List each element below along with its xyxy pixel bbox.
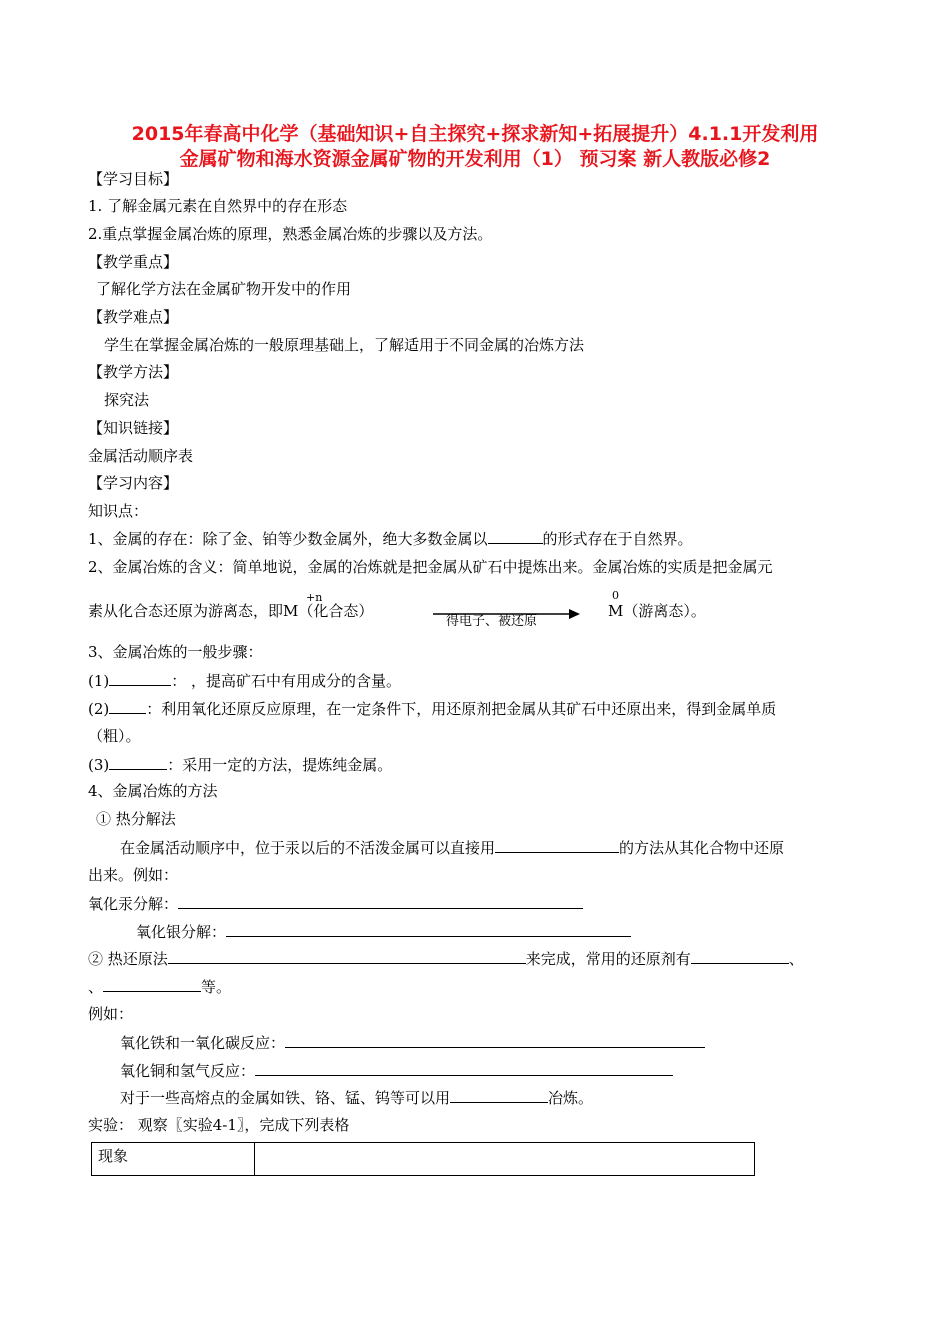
metal-compound-state: M（化合态） — [283, 602, 374, 620]
knowledge-label: 知识点： — [88, 502, 149, 520]
example-label: 例如： — [88, 1005, 134, 1023]
objective-item-1: 1. 了解金属元素在自然界中的存在形态 — [88, 197, 348, 215]
difficulties-text: 学生在掌握金属冶炼的一般原理基础上，了解适用于不同金属的冶炼方法 — [104, 336, 585, 354]
metal-free-state: M（游离态）。 — [608, 602, 706, 620]
objectives-heading: 【学习目标】 — [88, 170, 179, 188]
separator: 、 — [88, 978, 104, 996]
hgo-label: 氧化汞分解： — [88, 895, 179, 913]
link-text: 金属活动顺序表 — [88, 447, 194, 465]
table-cell-answer[interactable] — [255, 1143, 755, 1176]
table-cell-label: 现象 — [92, 1143, 255, 1176]
step-1-text: ： ，提高矿石中有用成分的含量。 — [171, 672, 402, 690]
point-2-line2 — [88, 601, 373, 621]
oxidation-state-zero: 0 — [612, 589, 619, 602]
table-row — [92, 1143, 755, 1176]
step-2-number: (2) — [88, 700, 110, 718]
step-2-text: ：利用氧化还原反应原理，在一定条件下，用还原剂把金属从其矿石中还原出来，得到金属单质 — [146, 700, 777, 718]
method-2-continued — [88, 976, 231, 997]
method-1-text-b: 的方法从其化合物中还原 — [619, 839, 785, 857]
oxidation-state-plus-n: +n — [306, 591, 323, 604]
experiment-instruction: 实验： 观察〖实验4-1〗，完成下列表格 — [88, 1116, 350, 1134]
blank-field[interactable] — [691, 948, 789, 964]
method-1-text-c: 出来。例如： — [88, 866, 179, 884]
blank-field[interactable] — [109, 754, 167, 770]
ag2o-decomposition — [136, 921, 631, 942]
blank-field[interactable] — [103, 976, 201, 992]
point-4: 4、金属冶炼的方法 — [88, 782, 218, 800]
step-2 — [88, 698, 776, 719]
point-1 — [88, 528, 693, 549]
blank-field[interactable] — [488, 528, 543, 544]
high-mp-text-a: 对于一些高熔点的金属如铁、铬、锰、钨等可以用 — [120, 1089, 451, 1107]
point-1-text-b: 的形式存在于自然界。 — [542, 530, 693, 548]
blank-field[interactable] — [168, 948, 526, 964]
blank-field[interactable] — [495, 837, 619, 853]
blank-field[interactable] — [450, 1087, 548, 1103]
step-2-continued: （粗）。 — [88, 727, 141, 745]
method-1-text — [120, 837, 784, 858]
high-melting-point-metals — [120, 1087, 593, 1108]
document-title-line1: 2015年春高中化学（基础知识+自主探究+探求新知+拓展提升）4.1.1开发利用 — [131, 123, 819, 145]
point-2-text-a: 素从化合态还原为游离态，即 — [88, 602, 284, 620]
cuo-h2-label: 氧化铜和氢气反应： — [120, 1062, 256, 1080]
fe2o3-co-label: 氧化铁和一氧化碳反应： — [120, 1034, 286, 1052]
blank-field[interactable] — [285, 1032, 705, 1048]
observation-table — [91, 1142, 755, 1176]
method-text: 探究法 — [104, 391, 150, 409]
step-3-number: (3) — [88, 756, 110, 774]
method-2-text: 来完成，常用的还原剂有 — [525, 950, 691, 968]
method-1-heading: ① 热分解法 — [96, 810, 176, 828]
hgo-decomposition — [88, 893, 583, 914]
separator: 、 — [788, 950, 804, 968]
method-2-heading: ② 热还原法 — [88, 950, 168, 968]
step-3 — [88, 754, 392, 775]
method-2-end: 等。 — [201, 978, 232, 996]
point-3: 3、金属冶炼的一般步骤： — [88, 643, 263, 661]
step-1 — [88, 670, 401, 691]
objective-item-2: 2.重点掌握金属冶炼的原理，熟悉金属冶炼的步骤以及方法。 — [88, 225, 493, 243]
cuo-h2-reaction — [120, 1060, 673, 1081]
document-title-line2: 金属矿物和海水资源金属矿物的开发利用（1） 预习案 新人教版必修2 — [179, 148, 771, 170]
method-2 — [88, 948, 804, 969]
method-1-text-a: 在金属活动顺序中，位于汞以后的不活泼金属可以直接用 — [120, 839, 496, 857]
content-heading: 【学习内容】 — [88, 474, 179, 492]
blank-field[interactable] — [109, 670, 171, 686]
link-heading: 【知识链接】 — [88, 419, 179, 437]
key-points-text: 了解化学方法在金属矿物开发中的作用 — [96, 280, 352, 298]
high-mp-text-b: 冶炼。 — [548, 1089, 594, 1107]
method-heading: 【教学方法】 — [88, 363, 179, 381]
blank-field[interactable] — [255, 1060, 673, 1076]
point-1-text-a: 1、金属的存在：除了金、铂等少数金属外，绝大多数金属以 — [88, 530, 488, 548]
key-points-heading: 【教学重点】 — [88, 253, 179, 271]
blank-field[interactable] — [226, 921, 631, 937]
arrow-label: 得电子、被还原 — [446, 614, 538, 629]
blank-field[interactable] — [178, 893, 583, 909]
step-3-text: ：采用一定的方法，提炼纯金属。 — [167, 756, 393, 774]
step-1-number: (1) — [88, 672, 110, 690]
difficulties-heading: 【教学难点】 — [88, 308, 179, 326]
blank-field[interactable] — [109, 698, 146, 714]
ag2o-label: 氧化银分解： — [136, 923, 227, 941]
point-2-line1: 2、金属冶炼的含义：简单地说，金属的冶炼就是把金属从矿石中提炼出来。金属冶炼的实质是把金属元 — [88, 558, 773, 576]
fe2o3-co-reaction — [120, 1032, 705, 1053]
